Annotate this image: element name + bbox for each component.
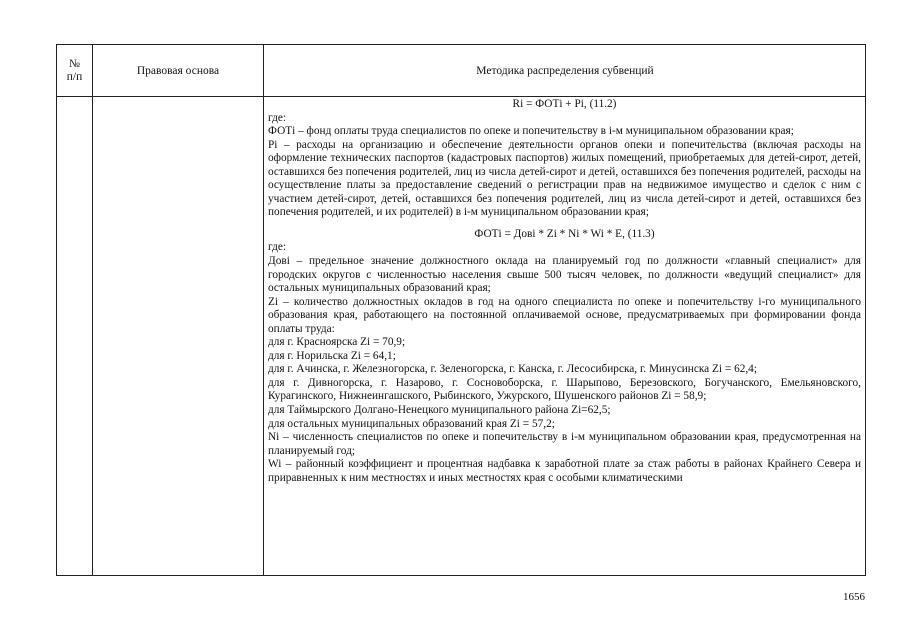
where-label: где:: [268, 241, 286, 254]
header-number-symbol: №: [69, 57, 80, 70]
header-number-abbr: п/п: [66, 70, 83, 83]
ni-definition: Ni – численность специалистов по опеке и попечительству в i-м муниципальном образовании края, предусмотренная на планируемый год;: [268, 431, 861, 457]
header-legal-basis: Правовая основа: [136, 64, 220, 77]
formula-11-3: ФОТi = Довi * Zi * Ni * Wi * E, (11.3): [474, 227, 655, 240]
header-divider: [57, 96, 865, 97]
zi-achinsk-group: для г. Ачинска, г. Железногорска, г. Зеленогорска, г. Канска, г. Лесосибирска, г. Минусинска Zi = 62,4;: [268, 363, 757, 376]
zi-definition: Zi – количество должностных окладов в год на одного специалиста по опеке и попечительству i-го муниципального образования края, работающего на постоянной оплачиваемой основе, предусматриваемых при формировании фонда оплаты труда:: [268, 295, 861, 335]
zi-other: для остальных муниципальных образований края Zi = 57,2;: [268, 417, 555, 430]
page-number: 1656: [843, 591, 865, 603]
methodology-table: [56, 44, 866, 576]
zi-krasnoyarsk: для г. Красноярска Zi = 70,9;: [268, 336, 406, 349]
dov-definition: Довi – предельное значение должностного оклада на планируемый год по должности «главный специалист» для городских округов с численностью населения свыше 500 тысяч человек, по должности «ведущий специалист» для остальных муниципальных образований края;: [268, 255, 861, 295]
pi-definition: Pi – расходы на организацию и обеспечение деятельности органов опеки и попечительства (включая расходы на оформление технических паспортов (кадастровых паспортов) жилых помещений, приобретаемых для детей-сирот, детей, оставшихся без попечения родителей, лиц из числа детей-сирот и детей, оставшихся без попечения родителей, расходы на осуществление платы за предоставление сведений о регистрации прав на недвижимое имущество и сделок с ним с участием детей-сирот, детей, оставшихся без попечения родителей, лиц из числа детей-сирот и детей, оставшихся без попечения родителей, и их родителей) в i-м муниципальном образовании края;: [268, 138, 861, 219]
methodology-content: [268, 98, 861, 485]
zi-divnogorsk-group: для г. Дивногорска, г. Назарово, г. Сосновоборска, г. Шарыпово, Березовского, Богучанского, Емельяновского, Курагинского, Нижнеингашского, Рыбинского, Ужурского, Шушенского районов Zi = 58,9;: [268, 376, 861, 403]
wi-definition: Wi – районный коэффициент и процентная надбавка к заработной плате за стаж работы в районах Крайнего Севера и приравненных к ним местностях и иных местностях края с особыми климатическими: [268, 458, 861, 484]
where-label: где:: [268, 111, 286, 124]
header-methodology: Методика распределения субвенций: [476, 64, 654, 77]
zi-norilsk: для г. Норильска Zi = 64,1;: [268, 349, 396, 362]
column-divider: [92, 45, 93, 575]
fot-definition: ФОТi – фонд оплаты труда специалистов по опеке и попечительству в i-м муниципальном образовании края;: [268, 125, 794, 138]
header-number: [57, 45, 92, 96]
zi-taimyr: для Таймырского Долгано-Ненецкого муниципального района Zi=62,5;: [268, 404, 611, 417]
formula-11-2: Ri = ФОТi + Pi, (11.2): [512, 98, 617, 110]
column-divider: [263, 45, 264, 575]
